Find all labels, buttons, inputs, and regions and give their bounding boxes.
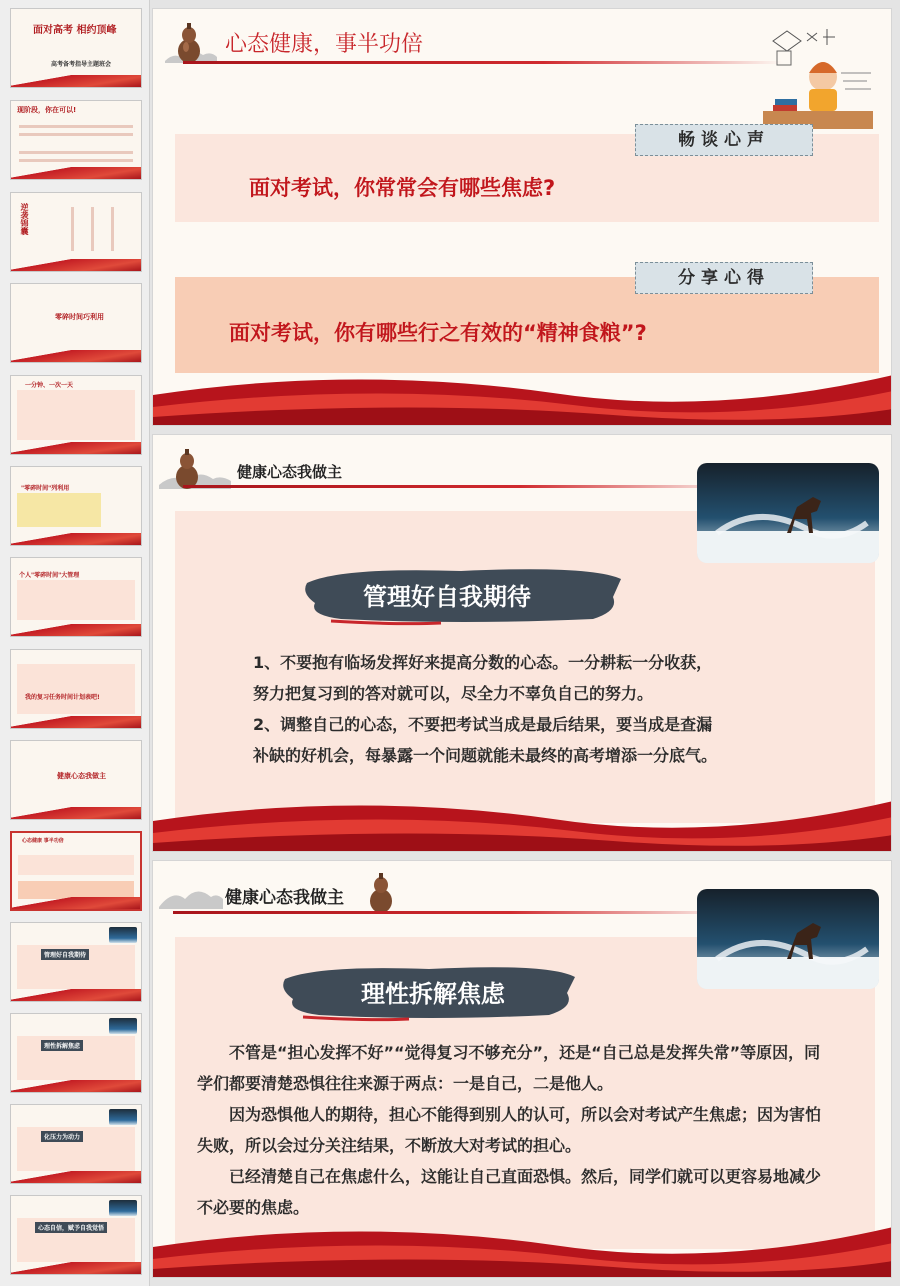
thumb-title: 零碎时间巧利用 <box>55 313 104 321</box>
slide-thumb-12[interactable] <box>10 1013 142 1093</box>
tag-share-voice: 畅谈心声 <box>635 124 813 156</box>
slide-thumb-14[interactable] <box>10 1195 142 1275</box>
slide-thumb-13[interactable] <box>10 1104 142 1184</box>
thumb-title: 化压力为动力 <box>41 1131 83 1142</box>
thumb-title: 一分钟、一次一天 <box>25 382 74 389</box>
red-ribbon-decoration <box>153 355 892 425</box>
thumb-title: 面对高考 相约顶峰 <box>33 25 117 36</box>
body-text <box>197 1037 831 1223</box>
thumb-ribbon <box>11 350 141 362</box>
header-underline <box>183 485 743 488</box>
question-1: 面对考试，你常常会有哪些焦虑? <box>249 176 556 200</box>
slide-thumb-11[interactable] <box>10 922 142 1002</box>
thumb-title: 心态健康 事半功倍 <box>22 838 64 844</box>
section-heading: 理性拆解焦虑 <box>361 980 505 1008</box>
slide-2[interactable] <box>152 434 892 852</box>
thumb-ribbon <box>11 624 141 636</box>
paragraph-3: 2、调整自己的心态，不要把考试当成是最后结果，要当成是查漏 <box>253 715 713 734</box>
thumb-ribbon <box>11 1080 141 1092</box>
slide-thumb-10[interactable] <box>10 831 142 911</box>
slide-thumb-3[interactable] <box>10 192 142 272</box>
slide-title: 健康心态我做主 <box>237 463 343 481</box>
paragraph-1: 不管是“担心发挥不好”“觉得复习不够充分”，还是“自己总是发挥失常”等原因，同学们都要清楚恐惧往往来源于两点：一是自己，二是他人。 <box>197 1043 821 1093</box>
thumb-title: 现阶段，你在可以! <box>17 106 77 114</box>
thumb-ribbon <box>11 989 141 1001</box>
slide-1[interactable] <box>152 8 892 426</box>
paragraph-2: 努力把复习到的答对就可以，尽全力不辜负自己的努力。 <box>253 684 654 703</box>
slide-3[interactable] <box>152 860 892 1278</box>
thumb-title: 管理好自我期待 <box>41 949 89 960</box>
thumb-title: 健康心态我做主 <box>57 772 106 780</box>
thumb-ribbon <box>11 1171 141 1183</box>
question-2: 面对考试，你有哪些行之有效的“精神食粮”? <box>229 321 647 345</box>
thumb-sub: 高考备考指导主题班会 <box>51 61 112 68</box>
horse-photo <box>697 889 879 989</box>
thumb-title: 逆袭锦囊 <box>20 203 29 235</box>
body-text <box>253 647 892 771</box>
thumb-ribbon <box>11 533 141 545</box>
thumb-title: 理性拆解焦虑 <box>41 1040 83 1051</box>
paragraph-3: 已经清楚自己在焦虑什么，这能让自己直面恐惧。然后，同学们就可以更容易地减少不必要的焦虑。 <box>197 1167 822 1217</box>
slide-thumb-1[interactable] <box>10 8 142 88</box>
horse-photo <box>697 463 879 563</box>
student-illustration <box>763 23 883 133</box>
mountain-decoration <box>159 881 223 909</box>
red-ribbon-decoration <box>153 1207 892 1277</box>
thumb-title: 个人"零碎时间"大管理 <box>19 572 80 579</box>
slide-thumb-9[interactable] <box>10 740 142 820</box>
red-ribbon-decoration <box>153 781 892 851</box>
thumb-ribbon <box>11 442 141 454</box>
slide-thumb-2[interactable] <box>10 100 142 180</box>
thumb-ribbon <box>11 75 141 87</box>
thumb-title: "零碎时间"列利用 <box>21 485 70 492</box>
paragraph-1: 1、不要抱有临场发挥好来提高分数的心态。一分耕耘一分收获， <box>253 653 713 672</box>
slide-thumb-6[interactable] <box>10 466 142 546</box>
thumb-title: 心态自信，赋予自我觉悟 <box>35 1222 107 1233</box>
thumb-ribbon <box>11 167 141 179</box>
gourd-icon <box>361 869 401 915</box>
paragraph-4: 补缺的好机会，每暴露一个问题就能未最终的高考增添一分底气。 <box>253 746 718 765</box>
tag-share-experience: 分享心得 <box>635 262 813 294</box>
header-underline <box>173 911 733 914</box>
slide-thumb-5[interactable] <box>10 375 142 455</box>
slide-thumb-8[interactable] <box>10 649 142 729</box>
thumb-title: 我的复习任务时间计划表吧! <box>25 694 100 701</box>
thumb-ribbon <box>12 897 140 909</box>
thumb-ribbon <box>11 716 141 728</box>
slide-thumb-7[interactable] <box>10 557 142 637</box>
slide-title: 健康心态我做主 <box>225 888 344 908</box>
section-heading: 管理好自我期待 <box>363 583 531 611</box>
slide-thumbnail-panel[interactable] <box>0 0 150 1286</box>
header-underline <box>183 61 783 64</box>
slide-thumb-4[interactable] <box>10 283 142 363</box>
gourd-icon <box>159 17 219 67</box>
slide-title: 心态健康，事半功倍 <box>225 32 424 57</box>
thumb-ribbon <box>11 1262 141 1274</box>
thumb-ribbon <box>11 807 141 819</box>
paragraph-2: 因为恐惧他人的期待，担心不能得到别人的认可，所以会对考试产生焦虑；因为害怕失败，所以会过分关注结果，不断放大对考试的担心。 <box>197 1105 822 1155</box>
thumb-ribbon <box>11 259 141 271</box>
